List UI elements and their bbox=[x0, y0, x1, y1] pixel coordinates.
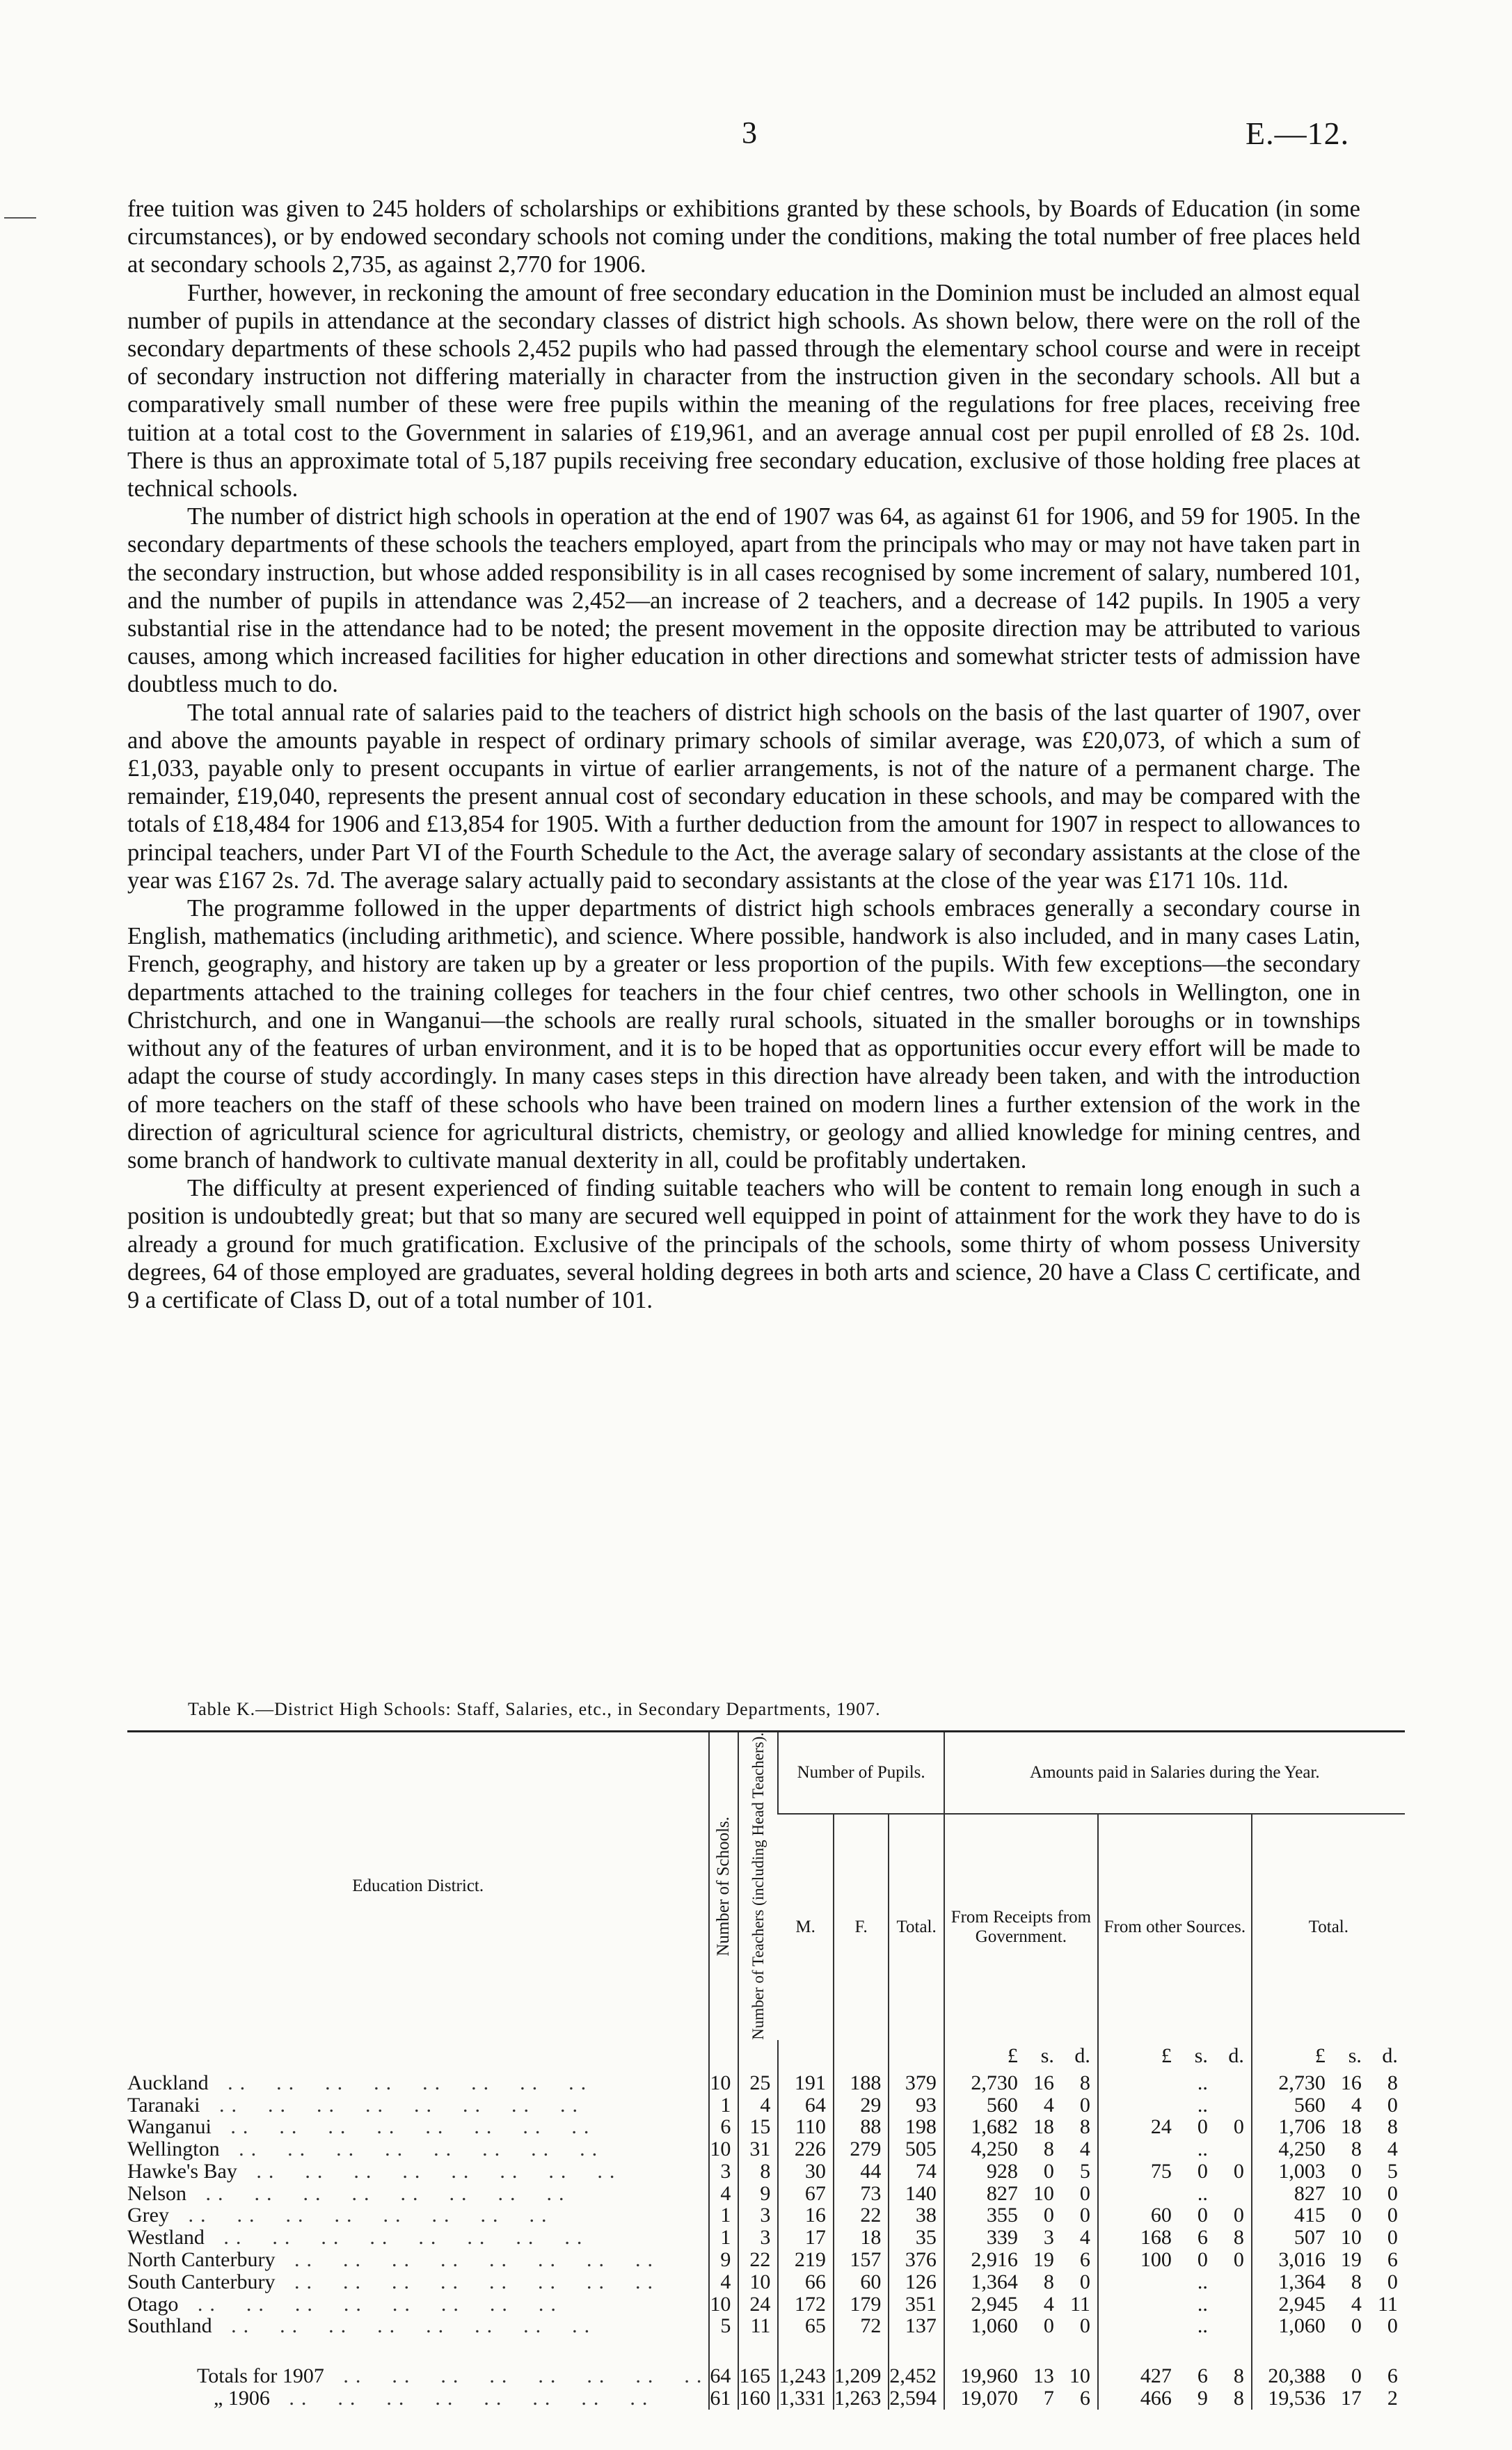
teachers-cell: 165 bbox=[738, 2365, 778, 2387]
header-m: M. bbox=[795, 1917, 815, 1936]
m-cell: 191 bbox=[778, 2072, 834, 2094]
f-cell: 1,263 bbox=[834, 2387, 889, 2410]
teachers-cell: 31 bbox=[738, 2138, 778, 2160]
m-cell: 64 bbox=[778, 2094, 834, 2117]
schools-cell: 4 bbox=[709, 2271, 738, 2293]
district-name: Grey .. .. .. .. .. .. .. .. bbox=[127, 2204, 554, 2227]
district-name: Nelson .. .. .. .. .. .. .. .. bbox=[127, 2181, 571, 2205]
m-cell: 16 bbox=[778, 2204, 834, 2227]
from-other-cell: .. bbox=[1098, 2315, 1252, 2337]
from-other-cell: 24 0 0 bbox=[1098, 2116, 1252, 2138]
district-high-schools-table bbox=[127, 1730, 1405, 2410]
table-row bbox=[127, 2249, 1405, 2271]
salary-total-cell: 19,536 17 2 bbox=[1252, 2387, 1405, 2410]
header-from-government: From Receipts from Government. bbox=[944, 1814, 1098, 2040]
f-cell: 88 bbox=[834, 2116, 889, 2138]
total-cell: 2,594 bbox=[889, 2387, 944, 2410]
district-name: Southland .. .. .. .. .. .. .. .. bbox=[127, 2314, 597, 2338]
header-amounts: Amounts paid in Salaries during the Year. bbox=[944, 1732, 1405, 1815]
table-row bbox=[127, 2204, 1405, 2227]
district-name: Wellington .. .. .. .. .. .. .. .. bbox=[127, 2137, 605, 2161]
teachers-cell: 4 bbox=[738, 2094, 778, 2117]
from-government-cell: 2,945 4 11 bbox=[944, 2293, 1098, 2316]
total-cell: 505 bbox=[889, 2138, 944, 2160]
salary-total-cell: 4,250 8 4 bbox=[1252, 2138, 1405, 2160]
from-other-cell: 427 6 8 bbox=[1098, 2365, 1252, 2387]
district-name: Taranaki .. .. .. .. .. .. .. .. bbox=[127, 2093, 585, 2117]
salary-total-cell: 20,388 0 6 bbox=[1252, 2365, 1405, 2387]
m-cell: 30 bbox=[778, 2160, 834, 2183]
total-cell: 93 bbox=[889, 2094, 944, 2117]
schools-cell: 10 bbox=[709, 2138, 738, 2160]
district-name: Westland .. .. .. .. .. .. .. .. bbox=[127, 2226, 589, 2250]
salary-total-cell: 2,730 16 8 bbox=[1252, 2072, 1405, 2094]
f-cell: 72 bbox=[834, 2315, 889, 2337]
schools-cell: 9 bbox=[709, 2249, 738, 2271]
m-cell: 1,243 bbox=[778, 2365, 834, 2387]
m-cell: 226 bbox=[778, 2138, 834, 2160]
table-row bbox=[127, 2116, 1405, 2138]
from-government-cell: 4,250 8 4 bbox=[944, 2138, 1098, 2160]
schools-cell: 1 bbox=[709, 2227, 738, 2249]
from-government-cell: 19,960 13 10 bbox=[944, 2365, 1098, 2387]
from-other-cell: 100 0 0 bbox=[1098, 2249, 1252, 2271]
f-cell: 18 bbox=[834, 2227, 889, 2249]
from-government-cell: 827 10 0 bbox=[944, 2183, 1098, 2205]
table-row bbox=[127, 2138, 1405, 2160]
f-cell: 22 bbox=[834, 2204, 889, 2227]
teachers-cell: 10 bbox=[738, 2271, 778, 2293]
district-name: North Canterbury .. .. .. .. .. .. .. .. bbox=[127, 2248, 660, 2272]
salary-total-cell: 3,016 19 6 bbox=[1252, 2249, 1405, 2271]
table-body bbox=[127, 2040, 1405, 2410]
f-cell: 44 bbox=[834, 2160, 889, 2183]
f-cell: 29 bbox=[834, 2094, 889, 2117]
from-other-cell: .. bbox=[1098, 2138, 1252, 2160]
from-government-cell: 1,682 18 8 bbox=[944, 2116, 1098, 2138]
schools-cell: 10 bbox=[709, 2293, 738, 2316]
district-name: Otago .. .. .. .. .. .. .. .. bbox=[127, 2292, 563, 2316]
total-cell: 38 bbox=[889, 2204, 944, 2227]
schools-cell: 1 bbox=[709, 2204, 738, 2227]
schools-cell: 64 bbox=[709, 2365, 738, 2387]
teachers-cell: 24 bbox=[738, 2293, 778, 2316]
m-cell: 110 bbox=[778, 2116, 834, 2138]
table-spacer bbox=[127, 2337, 1405, 2365]
district-name: Wanganui .. .. .. .. .. .. .. .. bbox=[127, 2115, 596, 2139]
m-cell: 219 bbox=[778, 2249, 834, 2271]
paragraph: The total annual rate of salaries paid to the teachers of district high schools on the basis of the last quarter of 1907, over and above the amounts payable in respect of ordinary primary schools of similar average, was £20,073, of which a sum of £1,033, payable only to present occupants in virtue of earlier arrangements, is not of the nature of a permanent charge. The remainder, £19,040, represents the present annual cost of secondary education in these schools, and may be compared with the totals of £18,484 for 1906 and £13,854 for 1905. With a further deduction from the amount for 1907 in respect to allowances to principal teachers, under Part VI of the Fourth Schedule to the Act, the average salary of secondary assistants at the close of the year was £167 2s. 7d. The average salary actually paid to secondary assistants at the close of the year was £171 10s. 11d. bbox=[127, 699, 1360, 894]
f-cell: 1,209 bbox=[834, 2365, 889, 2387]
salary-total-cell: 415 0 0 bbox=[1252, 2204, 1405, 2227]
table-row bbox=[127, 2094, 1405, 2117]
page-reference: E.—12. bbox=[1246, 116, 1350, 151]
total-cell: 2,452 bbox=[889, 2365, 944, 2387]
from-government-cell: 928 0 5 bbox=[944, 2160, 1098, 2183]
table-row bbox=[127, 2160, 1405, 2183]
total-cell: 74 bbox=[889, 2160, 944, 2183]
m-cell: 17 bbox=[778, 2227, 834, 2249]
f-cell: 188 bbox=[834, 2072, 889, 2094]
from-other-cell: .. bbox=[1098, 2072, 1252, 2094]
from-government-cell: 560 4 0 bbox=[944, 2094, 1098, 2117]
district-name: Auckland .. .. .. .. .. .. .. .. bbox=[127, 2071, 594, 2094]
total-cell: 376 bbox=[889, 2249, 944, 2271]
from-other-cell: 168 6 8 bbox=[1098, 2227, 1252, 2249]
district-name: South Canterbury .. .. .. .. .. .. .. .. bbox=[127, 2270, 660, 2293]
total-cell: 351 bbox=[889, 2293, 944, 2316]
teachers-cell: 160 bbox=[738, 2387, 778, 2410]
header-teachers: Number of Teachers (including Head Teachers). bbox=[738, 1732, 778, 2040]
header-district: Education District. bbox=[127, 1732, 709, 2040]
from-other-cell: 60 0 0 bbox=[1098, 2204, 1252, 2227]
f-cell: 73 bbox=[834, 2183, 889, 2205]
table-row bbox=[127, 2183, 1405, 2205]
from-other-cell: .. bbox=[1098, 2094, 1252, 2117]
from-other-cell: 466 9 8 bbox=[1098, 2387, 1252, 2410]
district-name: „ 1906 .. .. .. .. .. .. .. .. bbox=[214, 2387, 655, 2410]
body-text bbox=[127, 195, 1360, 1314]
from-government-cell: 19,070 7 6 bbox=[944, 2387, 1098, 2410]
m-cell: 67 bbox=[778, 2183, 834, 2205]
table-row bbox=[127, 2271, 1405, 2293]
from-government-cell: 2,916 19 6 bbox=[944, 2249, 1098, 2271]
currency-units-row: £ s. d. £ s. d. £ s. d. bbox=[127, 2040, 1405, 2072]
total-cell: 140 bbox=[889, 2183, 944, 2205]
page-number: 3 bbox=[742, 116, 757, 150]
total-cell: 35 bbox=[889, 2227, 944, 2249]
header-salary-total: Total. bbox=[1252, 1814, 1405, 2040]
table-row bbox=[127, 2072, 1405, 2094]
f-cell: 279 bbox=[834, 2138, 889, 2160]
f-cell: 179 bbox=[834, 2293, 889, 2316]
paragraph: The number of district high schools in operation at the end of 1907 was 64, as against 61 for 1906, and 59 for 1905. In the secondary departments of these schools the teachers employed, apart from the principals who may or may not have taken part in the secondary instruction, but whose added responsibility is in all cases recognised by some increment of salary, numbered 101, and the number of pupils in attendance was 2,452—an increase of 2 teachers, and a decrease of 142 pupils. In 1905 a very substantial rise in the attendance had to be noted; the present movement in the opposite direction may be attributed to various causes, among which increased facilities for higher education in other directions and somewhat stricter tests of admission have doubtless much to do. bbox=[127, 503, 1360, 698]
f-cell: 157 bbox=[834, 2249, 889, 2271]
from-other-cell: .. bbox=[1098, 2271, 1252, 2293]
table-row bbox=[127, 2293, 1405, 2316]
from-other-cell: 75 0 0 bbox=[1098, 2160, 1252, 2183]
schools-cell: 1 bbox=[709, 2094, 738, 2117]
paragraph: The difficulty at present experienced of finding suitable teachers who will be content to remain long enough in such a position is undoubtedly great; but that so many are secured well equipped in point of attainment for the work they have to do is already a ground for much gratification. Exclusive of the principals of the schools, some thirty of whom possess University degrees, 64 of those employed are graduates, several holding degrees in both arts and science, 20 have a Class C certificate, and 9 a certificate of Class D, out of a total number of 101. bbox=[127, 1175, 1360, 1313]
district-name: Hawke's Bay .. .. .. .. .. .. .. .. bbox=[127, 2159, 622, 2183]
from-other-cell: .. bbox=[1098, 2183, 1252, 2205]
f-cell: 60 bbox=[834, 2271, 889, 2293]
totals-row bbox=[127, 2365, 1405, 2387]
teachers-cell: 15 bbox=[738, 2116, 778, 2138]
total-cell: 126 bbox=[889, 2271, 944, 2293]
header-pupils: Number of Pupils. bbox=[778, 1732, 944, 1815]
salary-total-cell: 1,003 0 5 bbox=[1252, 2160, 1405, 2183]
from-government-cell: 1,364 8 0 bbox=[944, 2271, 1098, 2293]
salary-total-cell: 827 10 0 bbox=[1252, 2183, 1405, 2205]
salary-total-cell: 1,364 8 0 bbox=[1252, 2271, 1405, 2293]
total-cell: 137 bbox=[889, 2315, 944, 2337]
schools-cell: 10 bbox=[709, 2072, 738, 2094]
salary-total-cell: 1,706 18 8 bbox=[1252, 2116, 1405, 2138]
total-cell: 379 bbox=[889, 2072, 944, 2094]
m-cell: 172 bbox=[778, 2293, 834, 2316]
teachers-cell: 3 bbox=[738, 2227, 778, 2249]
header-from-other: From other Sources. bbox=[1098, 1814, 1252, 2040]
teachers-cell: 25 bbox=[738, 2072, 778, 2094]
totals-row bbox=[127, 2387, 1405, 2410]
schools-cell: 5 bbox=[709, 2315, 738, 2337]
from-government-cell: 1,060 0 0 bbox=[944, 2315, 1098, 2337]
header-schools: Number of Schools. bbox=[709, 1732, 738, 2040]
salary-total-cell: 2,945 4 11 bbox=[1252, 2293, 1405, 2316]
teachers-cell: 3 bbox=[738, 2204, 778, 2227]
paragraph: Further, however, in reckoning the amount of free secondary education in the Dominion must be included an almost equal number of pupils in attendance at the secondary classes of district high schools. As shown below, there were on the roll of the secondary departments of these schools 2,452 pupils who had passed through the elementary school course and were in receipt of secondary instruction not differing materially in character from the instruction given in the secondary schools. All but a comparatively small number of these were free pupils within the meaning of the regulations for free places, receiving free tuition at a total cost to the Government in salaries of £19,961, and an average annual cost per pupil enrolled of £8 2s. 10d. There is thus an approximate total of 5,187 pupils receiving free secondary education, exclusive of those holding free places at technical schools. bbox=[127, 279, 1360, 503]
total-cell: 198 bbox=[889, 2116, 944, 2138]
from-government-cell: 2,730 16 8 bbox=[944, 2072, 1098, 2094]
from-government-cell: 339 3 4 bbox=[944, 2227, 1098, 2249]
schools-cell: 61 bbox=[709, 2387, 738, 2410]
schools-cell: 4 bbox=[709, 2183, 738, 2205]
m-cell: 65 bbox=[778, 2315, 834, 2337]
district-name: Totals for 1907 .. .. .. .. .. .. .. .. bbox=[197, 2364, 709, 2388]
salary-total-cell: 507 10 0 bbox=[1252, 2227, 1405, 2249]
m-cell: 66 bbox=[778, 2271, 834, 2293]
teachers-cell: 22 bbox=[738, 2249, 778, 2271]
table-row bbox=[127, 2315, 1405, 2337]
paragraph-continued: free tuition was given to 245 holders of scholarships or exhibitions granted by these schools, by Boards of Education (in some circumstances), or by endowed secondary schools not coming under the conditions, making the total number of free places held at secondary schools 2,735, as against 2,770 for 1906. bbox=[127, 196, 1360, 278]
table-row bbox=[127, 2227, 1405, 2249]
schools-cell: 6 bbox=[709, 2116, 738, 2138]
salary-total-cell: 560 4 0 bbox=[1252, 2094, 1405, 2117]
from-other-cell: .. bbox=[1098, 2293, 1252, 2316]
teachers-cell: 8 bbox=[738, 2160, 778, 2183]
schools-cell: 3 bbox=[709, 2160, 738, 2183]
table-caption: Table K.—District High Schools: Staff, Salaries, etc., in Secondary Departments, 1907. bbox=[188, 1699, 881, 1719]
header-f: F. bbox=[834, 1814, 889, 2040]
from-government-cell: 355 0 0 bbox=[944, 2204, 1098, 2227]
m-cell: 1,331 bbox=[778, 2387, 834, 2410]
margin-mark bbox=[4, 217, 36, 219]
teachers-cell: 9 bbox=[738, 2183, 778, 2205]
header-total-pupils: Total. bbox=[889, 1814, 944, 2040]
paragraph: The programme followed in the upper departments of district high schools embraces generally a secondary course in English, mathematics (including arithmetic), and science. Where possible, handwork is also included, and in many cases Latin, French, geography, and history are taken up by a greater or less proportion of the pupils. With few exceptions—the secondary departments attached to the training colleges for teachers in the four chief centres, two other schools in Wellington, one in Christchurch, and one in Wanganui—the schools are really rural schools, situated in the smaller boroughs or in townships without any of the features of urban environment, and it is to be hoped that as opportunities occur every effort will be made to adapt the course of study accordingly. In many cases steps in this direction have already been taken, and with the introduction of more teachers on the staff of these schools who have been trained on modern lines a further extension of the work in the direction of agricultural science for agricultural districts, chemistry, or geology and allied knowledge for mining centres, and some branch of handwork to cultivate manual dexterity in all, could be profitably undertaken. bbox=[127, 895, 1360, 1173]
teachers-cell: 11 bbox=[738, 2315, 778, 2337]
salary-total-cell: 1,060 0 0 bbox=[1252, 2315, 1405, 2337]
